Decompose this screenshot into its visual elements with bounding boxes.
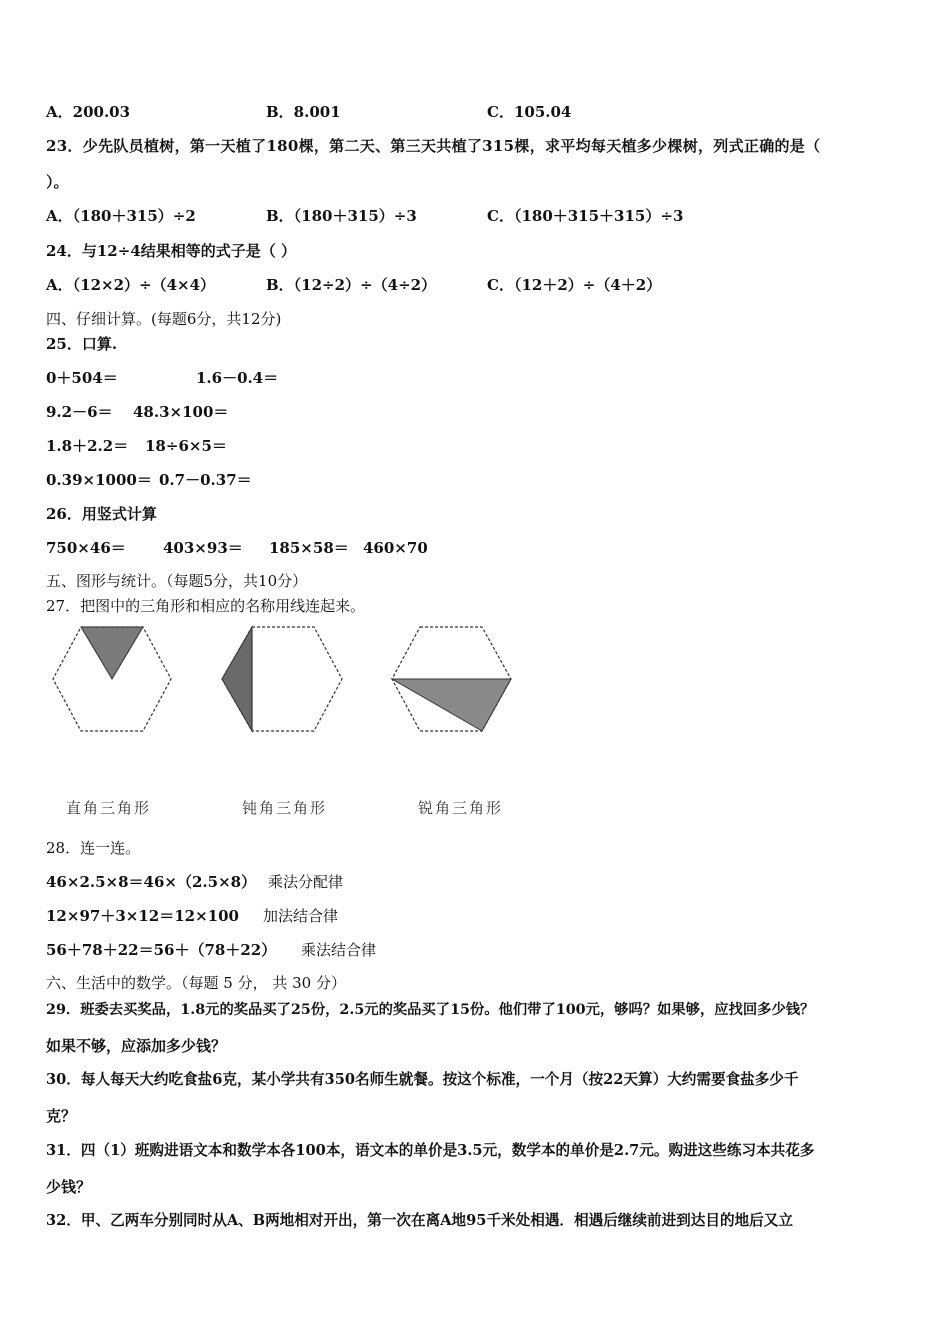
q25-item: 0.39×1000＝	[46, 471, 152, 489]
q23-option-a: A．（180＋315）÷2	[46, 207, 196, 225]
q28-law: 乘法结合律	[301, 941, 377, 959]
q22-option-b: B．8.001	[266, 103, 341, 121]
q28-law: 乘法分配律	[268, 873, 344, 891]
q26-item: 403×93＝	[163, 539, 243, 557]
obtuse-triangle-shape	[81, 627, 143, 679]
label-right-triangle: 直角三角形	[66, 799, 152, 817]
q30-line1: 30．每人每天大约吃食盐6克，某小学共有350名师生就餐。按这个标准，一个月（按22天算）大约需要食盐多少千	[46, 1071, 799, 1088]
right-triangle-shape	[222, 627, 252, 731]
q29-line1: 29．班委去买奖品，1.8元的奖品买了25份，2.5元的奖品买了15份。他们带了100元，够吗？如果够，应找回多少钱？	[46, 1002, 815, 1018]
section-6-heading: 六、生活中的数学。（每题 5 分， 共 30 分）	[46, 974, 346, 992]
q25-item: 9.2－6＝	[46, 403, 113, 421]
q28-stem: 28．连一连。	[46, 839, 141, 857]
q28-expression: 12×97＋3×12＝12×100	[46, 907, 239, 925]
q23-stem-line2: ）。	[46, 173, 69, 191]
q25-item: 48.3×100＝	[133, 403, 229, 421]
label-obtuse-triangle: 钝角三角形	[242, 799, 328, 817]
label-acute-triangle: 锐角三角形	[418, 799, 504, 817]
q24-option-b: B．（12÷2）÷（4÷2）	[266, 276, 437, 294]
hexagon-figure-3	[388, 624, 514, 734]
section-5-heading: 五、图形与统计。（每题5分，共10分）	[46, 572, 308, 590]
q26-item: 750×46＝	[46, 539, 126, 557]
q31-line1: 31．四（1）班购进语文本和数学本各100本，语文本的单价是3.5元，数学本的单价是2.7元。购进这些练习本共花多	[46, 1142, 815, 1159]
q23-stem-line1: 23．少先队员植树，第一天植了180棵，第二天、第三天共植了315棵，求平均每天植多少棵树，列式正确的是（	[46, 137, 821, 155]
q26-item: 460×70	[363, 539, 428, 557]
q25-item: 0.7－0.37＝	[159, 471, 252, 489]
section-4-heading: 四、仔细计算。(每题6分，共12分)	[46, 310, 282, 328]
q25-item: 1.6－0.4＝	[196, 369, 279, 387]
q25-stem: 25．口算.	[46, 335, 118, 353]
q24-option-a: A．（12×2）÷（4×4）	[46, 276, 216, 294]
q22-option-c: C．105.04	[487, 103, 572, 121]
q29-line2: 如果不够，应添加多少钱？	[46, 1037, 227, 1055]
q25-item: 1.8＋2.2＝	[46, 437, 129, 455]
q22-option-a: A．200.03	[46, 103, 131, 121]
hexagon-figure-1	[50, 624, 174, 734]
hexagon-figure-2	[218, 624, 344, 734]
q27-stem: 27．把图中的三角形和相应的名称用线连起来。	[46, 597, 366, 615]
q31-line2: 少钱？	[46, 1178, 92, 1196]
q28-expression: 46×2.5×8＝46×（2.5×8）	[46, 873, 257, 891]
q24-option-c: C．（12＋2）÷（4＋2）	[487, 276, 662, 294]
q25-item: 18÷6×5＝	[145, 437, 227, 455]
q24-stem: 24．与12÷4结果相等的式子是（ ）	[46, 242, 296, 260]
q32-line1: 32．甲、乙两车分别同时从A、B两地相对开出，第一次在离A地95千米处相遇．相遇后继续前进到达目的地后又立	[46, 1212, 793, 1229]
q28-expression: 56＋78＋22＝56＋（78＋22）	[46, 941, 277, 959]
q26-item: 185×58＝	[269, 539, 349, 557]
q26-stem: 26．用竖式计算	[46, 505, 157, 523]
q28-law: 加法结合律	[263, 907, 339, 925]
q30-line2: 克？	[46, 1107, 77, 1125]
q23-option-c: C．（180＋315＋315）÷3	[487, 207, 684, 225]
q23-option-b: B．（180＋315）÷3	[266, 207, 417, 225]
q25-item: 0＋504＝	[46, 369, 118, 387]
acute-triangle-shape	[392, 679, 511, 731]
